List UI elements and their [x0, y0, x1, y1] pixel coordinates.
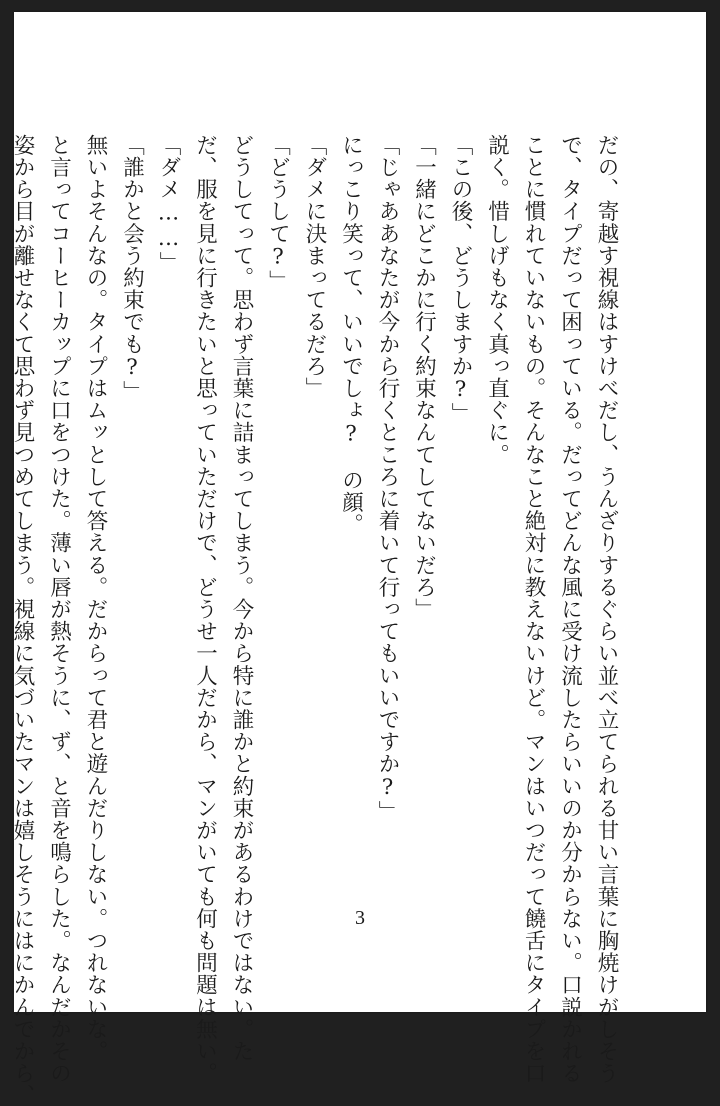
text-line: 「ダメに決まってるだろ」 [302, 134, 327, 400]
text-line: 無いよそんなの。タイプはムッとして答える。だからって君と遊んだりしない。つれないな。 [83, 134, 108, 1063]
text-line: 「どうして?」 [265, 134, 291, 293]
text-line: と言ってコーヒーカップに口をつけた。薄い唇が熱そうに、ず、と音を鳴らした。なんだかその [46, 134, 72, 1085]
text-line: どうしてって。思わず言葉に詰まってしまう。今から特に誰かと約束があるわけではない。た [229, 134, 254, 1063]
text-line: 「一緒にどこかに行く約束なんてしてないだろ」 [411, 134, 437, 621]
text-line: 「この後、どうしますか?」 [448, 134, 473, 425]
vertical-text-body [4, 134, 625, 1106]
text-line: にっこり笑って、いいでしょ? の顔。 [338, 134, 364, 536]
book-page [10, 12, 706, 1106]
text-line: 「じゃああなたが今から行くところに着いて行ってもいいですか?」 [375, 134, 400, 823]
text-line: ことに慣れていないもの。そんなこと絶対に教えないけど。マンはいつだって饒舌にタイプを口 [521, 134, 546, 1085]
text-line: 「ダメ……」 [156, 134, 181, 274]
text-line: 姿から目が離せなくて思わず見つめてしまう。視線に気づいたマンは嬉しそうにはにかんでから、 [10, 134, 35, 1106]
text-line: 説く。惜しげもなく真っ直ぐに。 [484, 134, 510, 466]
text-line: だの、寄越す視線はすけべだし、うんざりするぐらい並べ立てられる甘い言葉に胸焼けがしそう [594, 134, 619, 1085]
text-line: だ、服を見に行きたいと思っていただけで、どうせ一人だから、マンがいても何も問題は無い。 [192, 134, 218, 1085]
text-line: 「誰かと会う約束でも?」 [119, 134, 145, 403]
text-line: で、タイプだって困っている。だってどんな風に受け流したらいいのか分からない。口説かれる [557, 134, 583, 1085]
page-number: 3 [355, 907, 365, 929]
